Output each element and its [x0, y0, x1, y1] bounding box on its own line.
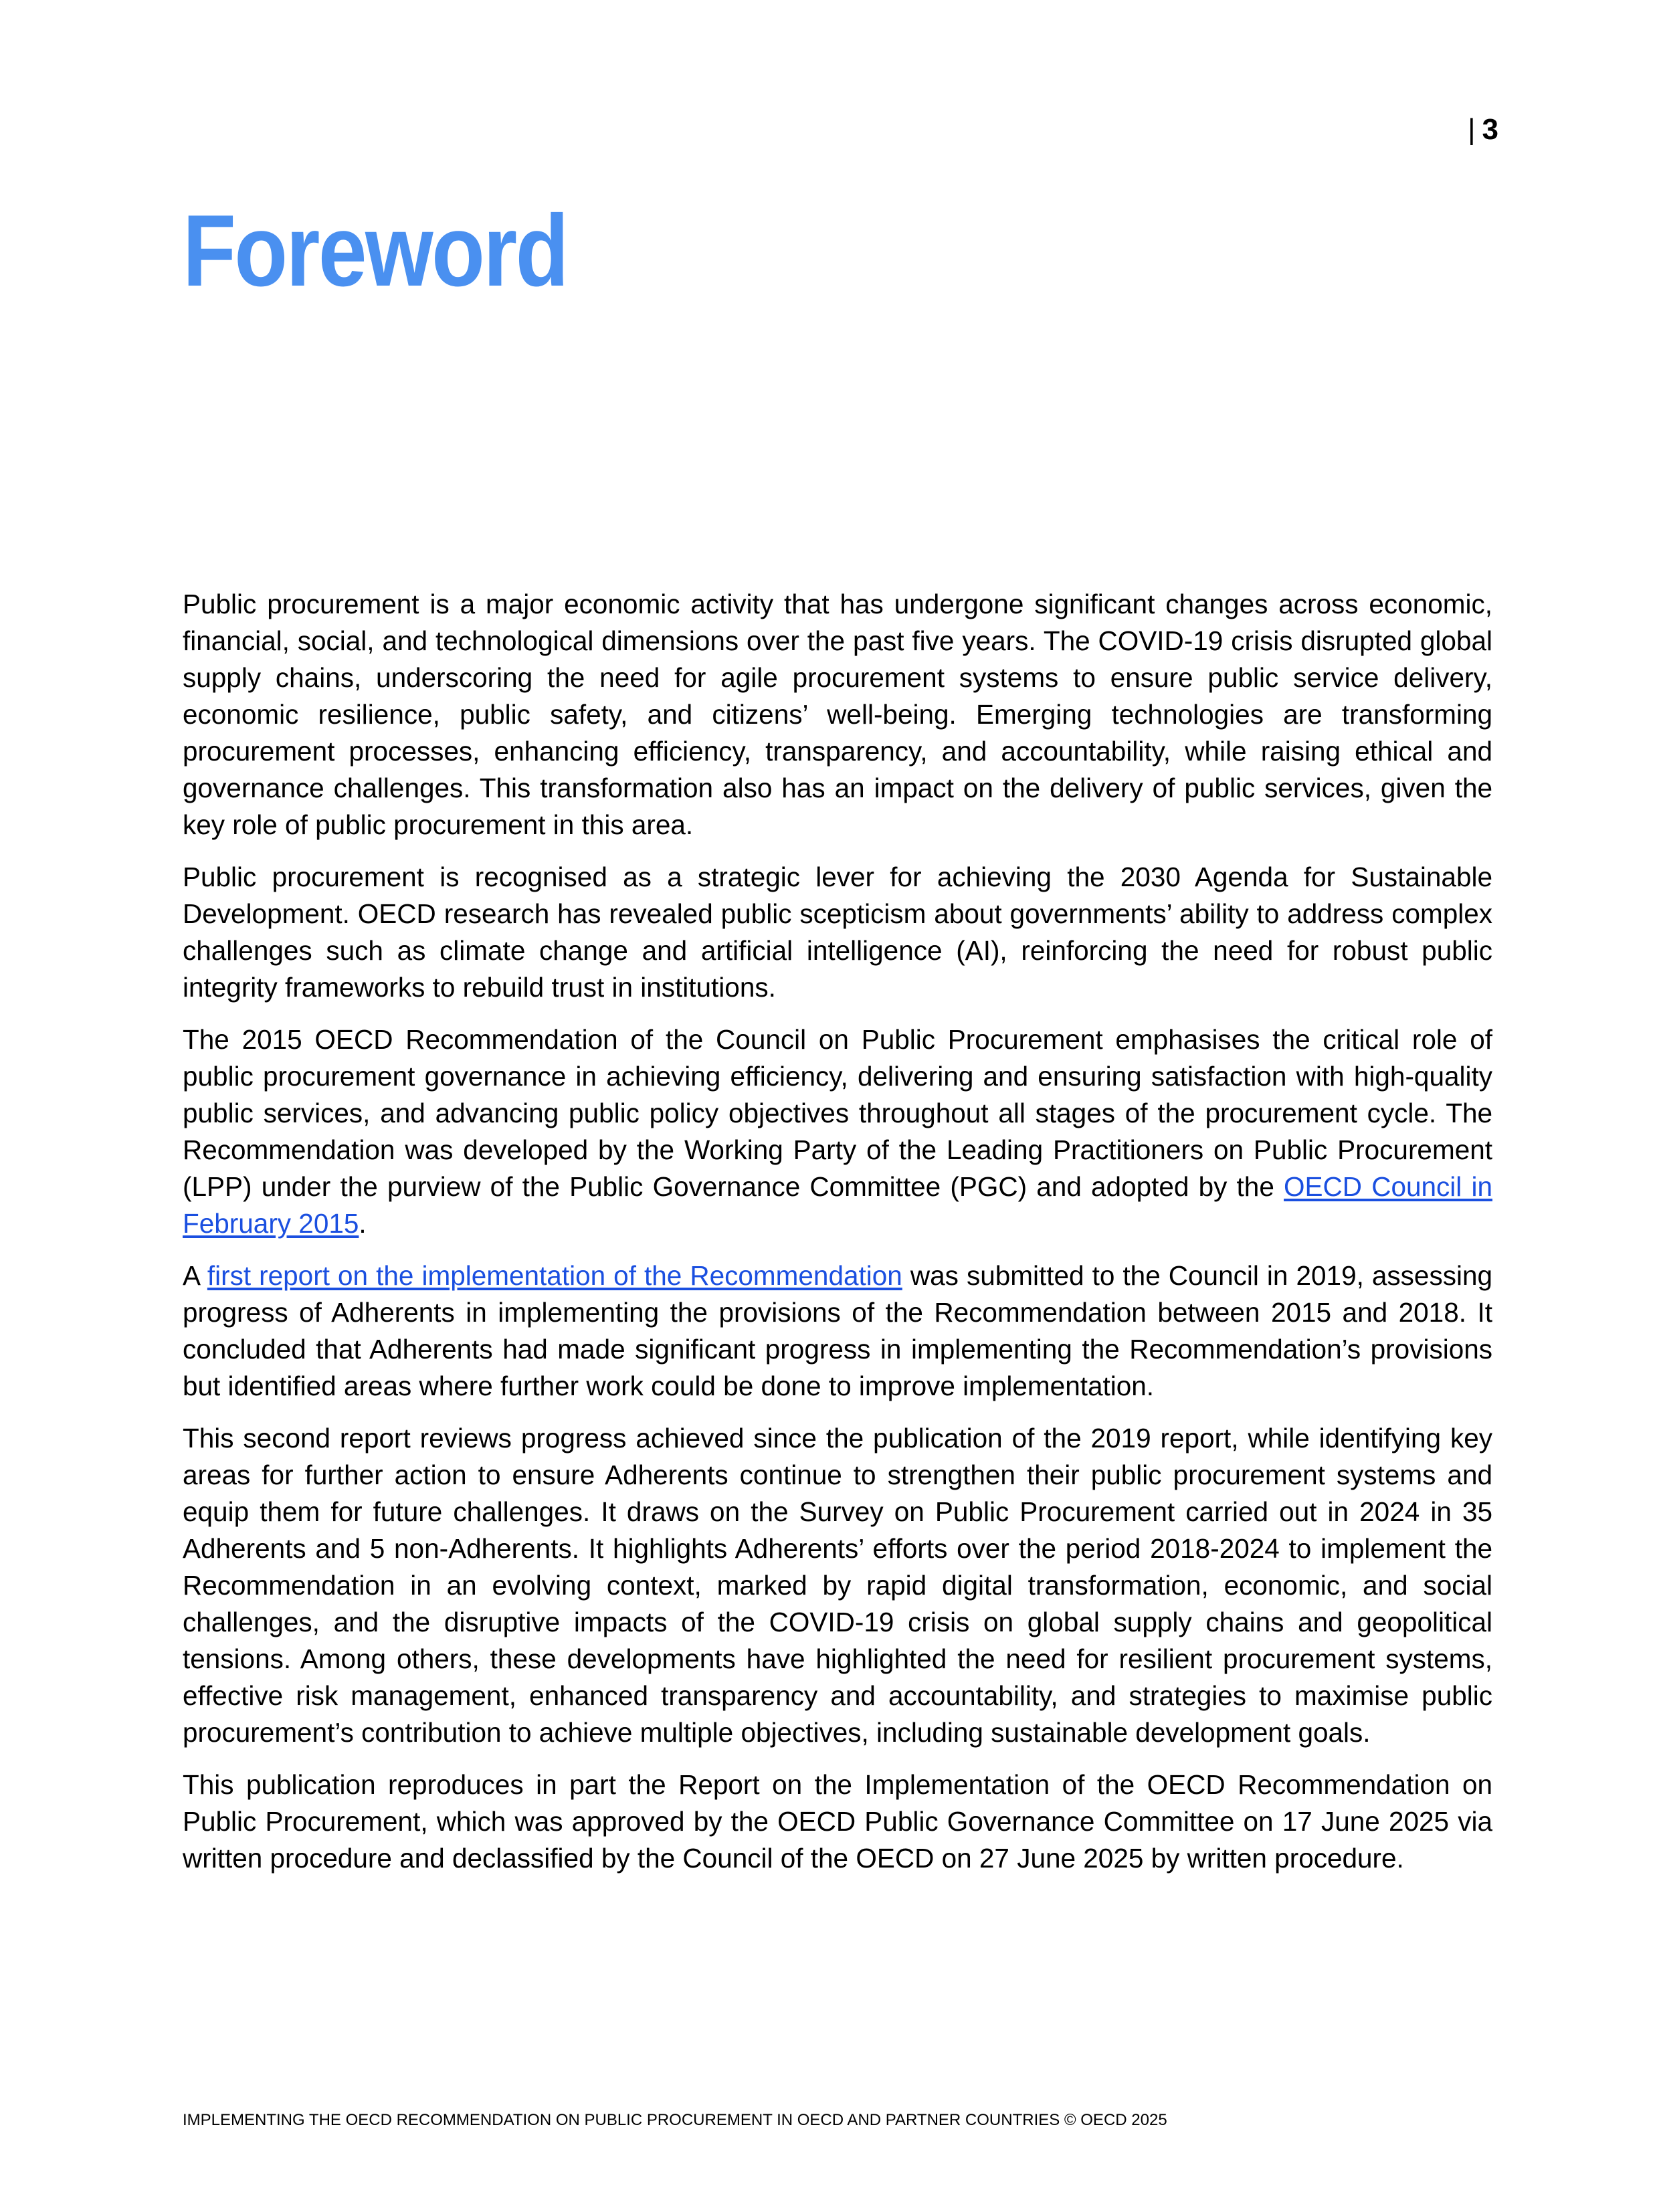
paragraph-2: Public procurement is recognised as a strategic lever for achieving the 2030 Agenda for Sustainable Development. OECD research has revealed public scepticism about governments’ ability to address complex challenges such as climate change and artificial intelligence (AI), reinforcing the need for robust public integrity frameworks to rebuild trust in institutions.	[183, 862, 1492, 1003]
paragraph-3-end: .	[359, 1208, 367, 1239]
paragraph-4	[183, 1258, 1492, 1405]
paragraph-4-start: A	[183, 1260, 207, 1291]
paragraph-3	[183, 1021, 1492, 1242]
paragraph-4-text: was submitted to the Council in 2019, assessing progress of Adherents in implementing the provisions of the Recommendation between 2015 and 2018. It concluded that Adherents had made significant progress in implementing the Recommendation’s provisions but identified areas where further work could be done to improve implementation.	[183, 1260, 1492, 1401]
page-footer: IMPLEMENTING THE OECD RECOMMENDATION ON PUBLIC PROCUREMENT IN OECD AND PARTNER COUNTRIES © OECD 2025	[183, 2111, 1167, 2129]
paragraph-6: This publication reproduces in part the Report on the Implementation of the OECD Recommendation on Public Procurement, which was approved by the OECD Public Governance Committee on 17 June 2025 via written procedure and declassified by the Council of the OECD on 27 June 2025 by written procedure.	[183, 1769, 1492, 1874]
paragraph-1: Public procurement is a major economic activity that has undergone significant changes across economic, financial, social, and technological dimensions over the past five years. The COVID-19 crisis disrupted global supply chains, underscoring the need for agile procurement systems to ensure public service delivery, economic resilience, public safety, and citizens’ well-being. Emerging technologies are transforming procurement processes, enhancing efficiency, transparency, and accountability, while raising ethical and governance challenges. This transformation also has an impact on the delivery of public services, given the key role of public procurement in this area.	[183, 589, 1492, 840]
page-title: Foreword	[183, 194, 567, 308]
paragraph-3-text: The 2015 OECD Recommendation of the Council on Public Procurement emphasises the critical role of public procurement governance in achieving efficiency, delivering and ensuring satisfaction with high-quality public services, and advancing public policy objectives throughout all stages of the procurement cycle. The Recommendation was developed by the Working Party of the Leading Practitioners on Public Procurement (LPP) under the purview of the Public Governance Committee (PGC) and adopted by the	[183, 1024, 1492, 1202]
page-number: 3	[1482, 113, 1498, 146]
body-text	[183, 586, 1492, 1892]
page-header	[1468, 112, 1498, 147]
page-number-separator: |	[1468, 113, 1476, 146]
first-report-link[interactable]: first report on the implementation of the Recommendation	[207, 1260, 902, 1291]
oecd-council-link[interactable]: OECD Council in February 2015	[183, 1171, 1492, 1239]
paragraph-5: This second report reviews progress achieved since the publication of the 2019 report, while identifying key areas for further action to ensure Adherents continue to strengthen their public procurement systems and equip them for future challenges. It draws on the Survey on Public Procurement carried out in 2024 in 35 Adherents and 5 non-Adherents. It highlights Adherents’ efforts over the period 2018-2024 to implement the Recommendation in an evolving context, marked by rapid digital transformation, economic, and social challenges, and the disruptive impacts of the COVID-19 crisis on global supply chains and geopolitical tensions. Among others, these developments have highlighted the need for resilient procurement systems, effective risk management, enhanced transparency and accountability, and strategies to maximise public procurement’s contribution to achieve multiple objectives, including sustainable development goals.	[183, 1423, 1492, 1748]
